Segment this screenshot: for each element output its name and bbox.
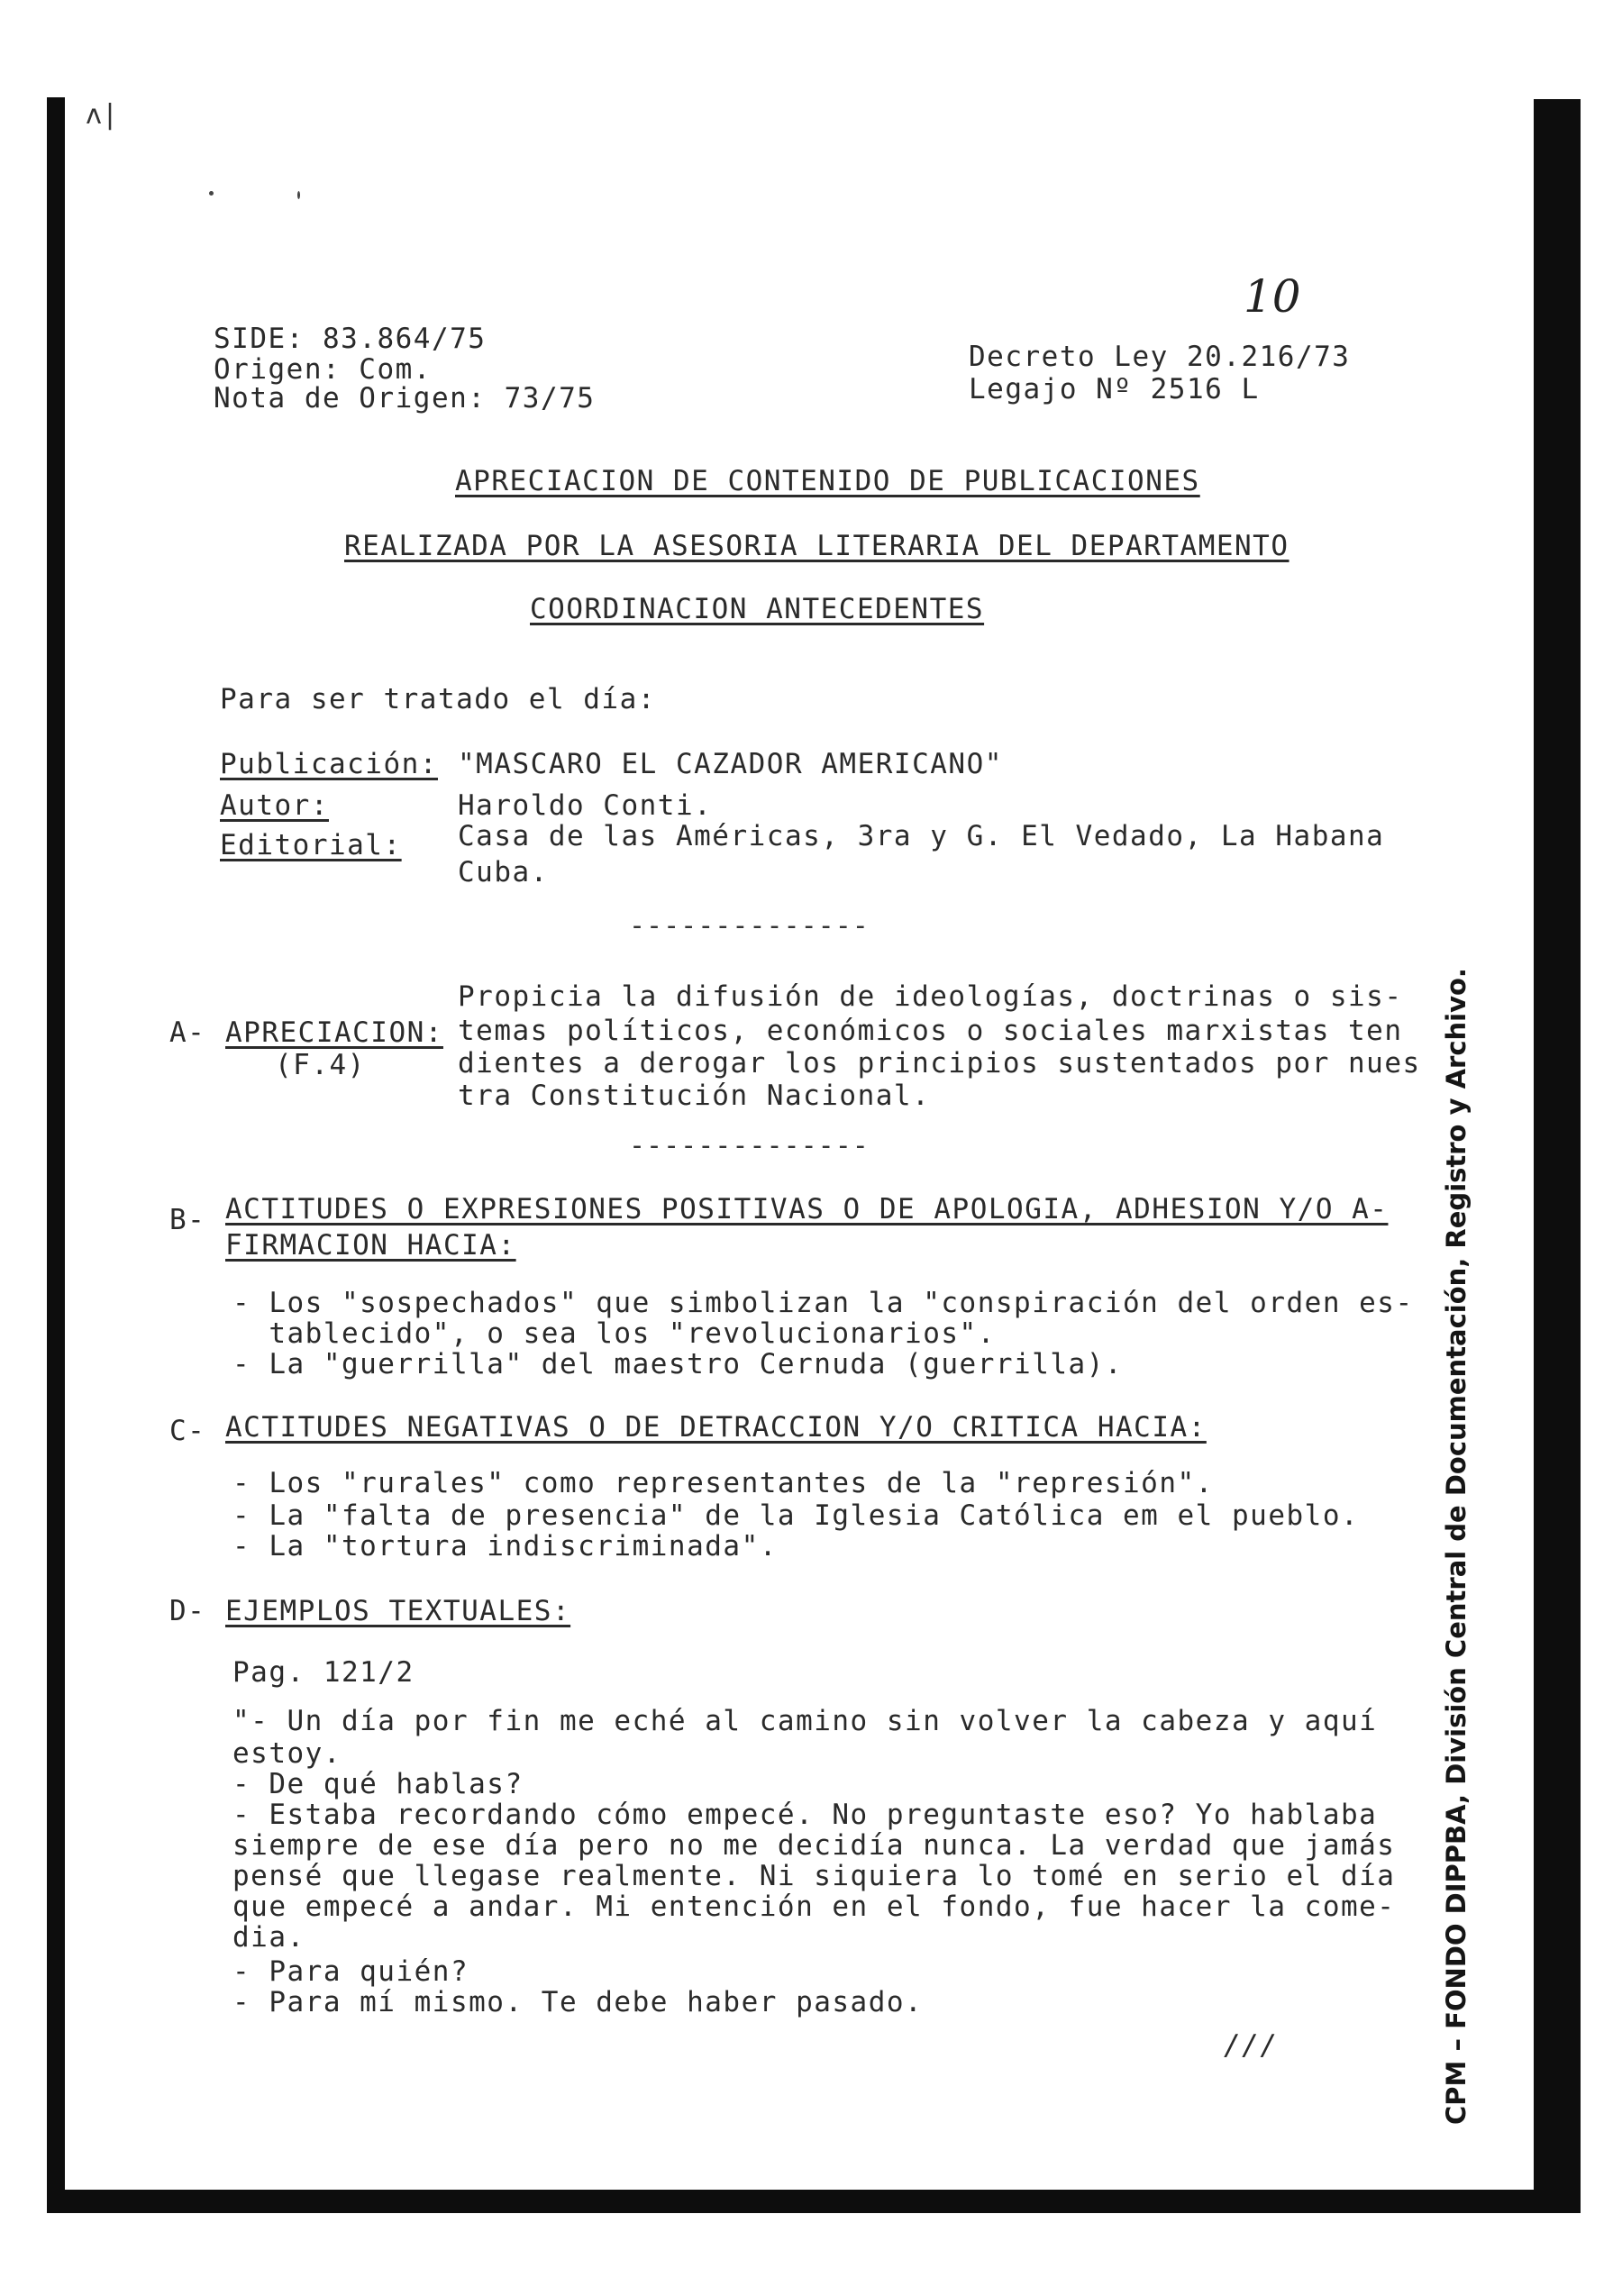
nota-origen: Nota de Origen: 73/75 xyxy=(214,382,596,415)
scan-border-bottom xyxy=(47,2190,1581,2213)
title-line-1: APRECIACION DE CONTENIDO DE PUBLICACIONES xyxy=(455,465,1200,497)
scan-speck xyxy=(209,191,214,196)
editorial-label: Editorial: xyxy=(220,829,402,861)
section-c-heading: ACTITUDES NEGATIVAS O DE DETRACCION Y/O CRITICA HACIA: xyxy=(225,1411,1207,1444)
side-number: SIDE: 83.864/75 xyxy=(214,323,487,355)
section-a-prefix: A- xyxy=(169,1016,206,1049)
legajo: Legajo Nº 2516 L xyxy=(969,373,1260,405)
para-ser-tratado: Para ser tratado el día: xyxy=(220,683,656,715)
section-c-item-2: - La "falta de presencia" de la Iglesia Católica em el pueblo. xyxy=(232,1499,1360,1532)
section-a-subcode: (F.4) xyxy=(275,1049,366,1081)
continuation-mark: /// xyxy=(1224,2029,1279,2062)
section-d-heading: EJEMPLOS TEXTUALES: xyxy=(225,1595,571,1627)
separator-1: -------------- xyxy=(629,910,870,942)
section-b-prefix: B- xyxy=(169,1204,206,1236)
autor-label: Autor: xyxy=(220,789,329,822)
archive-stamp xyxy=(1438,968,1474,2136)
quote-line-4: - Estaba recordando cómo empecé. No preguntaste eso? Yo hablaba xyxy=(232,1799,1378,1831)
section-a-label: APRECIACION: xyxy=(225,1016,443,1049)
section-c-prefix: C- xyxy=(169,1415,206,1447)
quote-line-3: - De qué hablas? xyxy=(232,1768,524,1800)
section-d-prefix: D- xyxy=(169,1595,206,1627)
quote-line-6: pensé que llegase realmente. Ni siquiera lo tomé en serio el día xyxy=(232,1860,1396,1892)
quote-line-5: siempre de ese día pero no me decidía nunca. La verdad que jamás xyxy=(232,1829,1396,1862)
quote-line-8: dia. xyxy=(232,1921,305,1954)
section-c-item-3: - La "tortura indiscriminada". xyxy=(232,1530,778,1563)
quote-line-9: - Para quién? xyxy=(232,1955,469,1988)
archive-stamp-text: CPM – FONDO DIPPBA, División Central de Documentación, Registro y Archivo. xyxy=(1441,968,1472,2125)
page-number: 10 xyxy=(1244,270,1301,323)
editorial-value-line-1: Casa de las Américas, 3ra y G. El Vedado, La Habana xyxy=(458,820,1385,852)
section-a-line-1: Propicia la difusión de ideologías, doctrinas o sis- xyxy=(458,980,1403,1013)
separator-2: -------------- xyxy=(629,1130,870,1162)
section-b-heading-line-1: ACTITUDES O EXPRESIONES POSITIVAS O DE APOLOGIA, ADHESION Y/O A- xyxy=(225,1193,1389,1225)
quote-line-10: - Para mí mismo. Te debe haber pasado. xyxy=(232,1986,924,2018)
decreto-ley: Decreto Ley 20.216/73 xyxy=(969,341,1351,373)
scan-border-right xyxy=(1534,99,1581,2211)
section-c-item-1: - Los "rurales" como representantes de la "represión". xyxy=(232,1467,1214,1499)
quote-line-2: estoy. xyxy=(232,1737,342,1770)
publicacion-value: "MASCARO EL CAZADOR AMERICANO" xyxy=(458,748,1003,780)
quote-line-1: "- Un día por fin me eché al camino sin volver la cabeza y aquí xyxy=(232,1705,1378,1737)
publicacion-label: Publicación: xyxy=(220,748,438,780)
section-a-line-4: tra Constitución Nacional. xyxy=(458,1080,931,1112)
section-b-item-1: - Los "sospechados" que simbolizan la "conspiración del orden es- xyxy=(232,1287,1414,1319)
section-a-line-3: dientes a derogar los principios sustentados por nues xyxy=(458,1047,1421,1080)
scan-corner-mark: ʌ| xyxy=(86,99,119,131)
section-b-item-1-cont: tablecido", o sea los "revolucionarios". xyxy=(232,1317,996,1350)
section-b-heading-line-2: FIRMACION HACIA: xyxy=(225,1229,516,1262)
section-b-item-2: - La "guerrilla" del maestro Cernuda (guerrilla). xyxy=(232,1348,1124,1380)
scan-speck xyxy=(297,191,300,199)
title-line-3: COORDINACION ANTECEDENTES xyxy=(530,593,985,625)
autor-value: Haroldo Conti. xyxy=(458,789,713,822)
origen: Origen: Com. xyxy=(214,353,432,386)
title-line-2: REALIZADA POR LA ASESORIA LITERARIA DEL DEPARTAMENTO xyxy=(344,530,1289,562)
scan-border-left xyxy=(47,97,65,2210)
section-a-line-2: temas políticos, económicos o sociales marxistas ten xyxy=(458,1015,1403,1047)
editorial-value-line-2: Cuba. xyxy=(458,856,549,888)
section-d-page-ref: Pag. 121/2 xyxy=(232,1656,415,1689)
quote-line-7: que empecé a andar. Mi entención en el fondo, fue hacer la come- xyxy=(232,1891,1396,1923)
